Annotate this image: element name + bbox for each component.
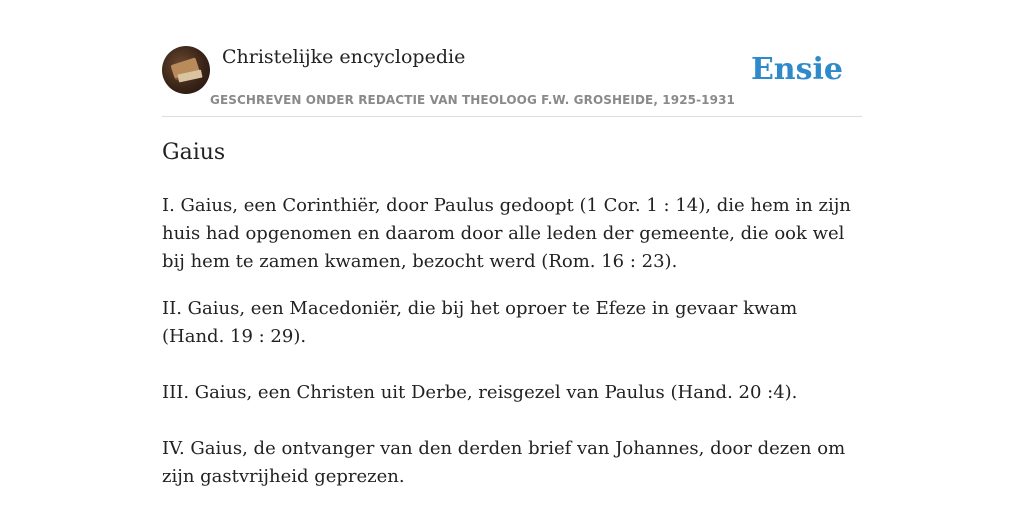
encyclopedia-avatar[interactable] bbox=[162, 46, 210, 94]
article-paragraph: IV. Gaius, de ontvanger van den derden brief van Johannes, door dezen om zijn gastvrijheid geprezen. bbox=[162, 438, 846, 487]
site-header bbox=[162, 46, 862, 117]
article-paragraph: III. Gaius, een Christen uit Derbe, reisgezel van Paulus (Hand. 20 :4). bbox=[162, 382, 798, 403]
article-paragraph: I. Gaius, een Corinthiër, door Paulus gedoopt (1 Cor. 1 : 14), die hem in zijn huis had opgenomen en daarom door alle leden der gemeente, die ook wel bij hem te zamen kwamen, bezocht werd (Rom. 16 : 23). bbox=[162, 195, 851, 272]
article-title: Gaius bbox=[162, 140, 226, 165]
brand-logo[interactable]: Ensie bbox=[750, 52, 843, 87]
article-paragraph: II. Gaius, een Macedoniër, die bij het oproer te Efeze in gevaar kwam (Hand. 19 : 29). bbox=[162, 298, 798, 347]
site-title[interactable]: Christelijke encyclopedie bbox=[222, 46, 466, 68]
site-subtitle: GESCHREVEN ONDER REDACTIE VAN THEOLOOG F.W. GROSHEIDE, 1925-1931 bbox=[210, 93, 735, 107]
